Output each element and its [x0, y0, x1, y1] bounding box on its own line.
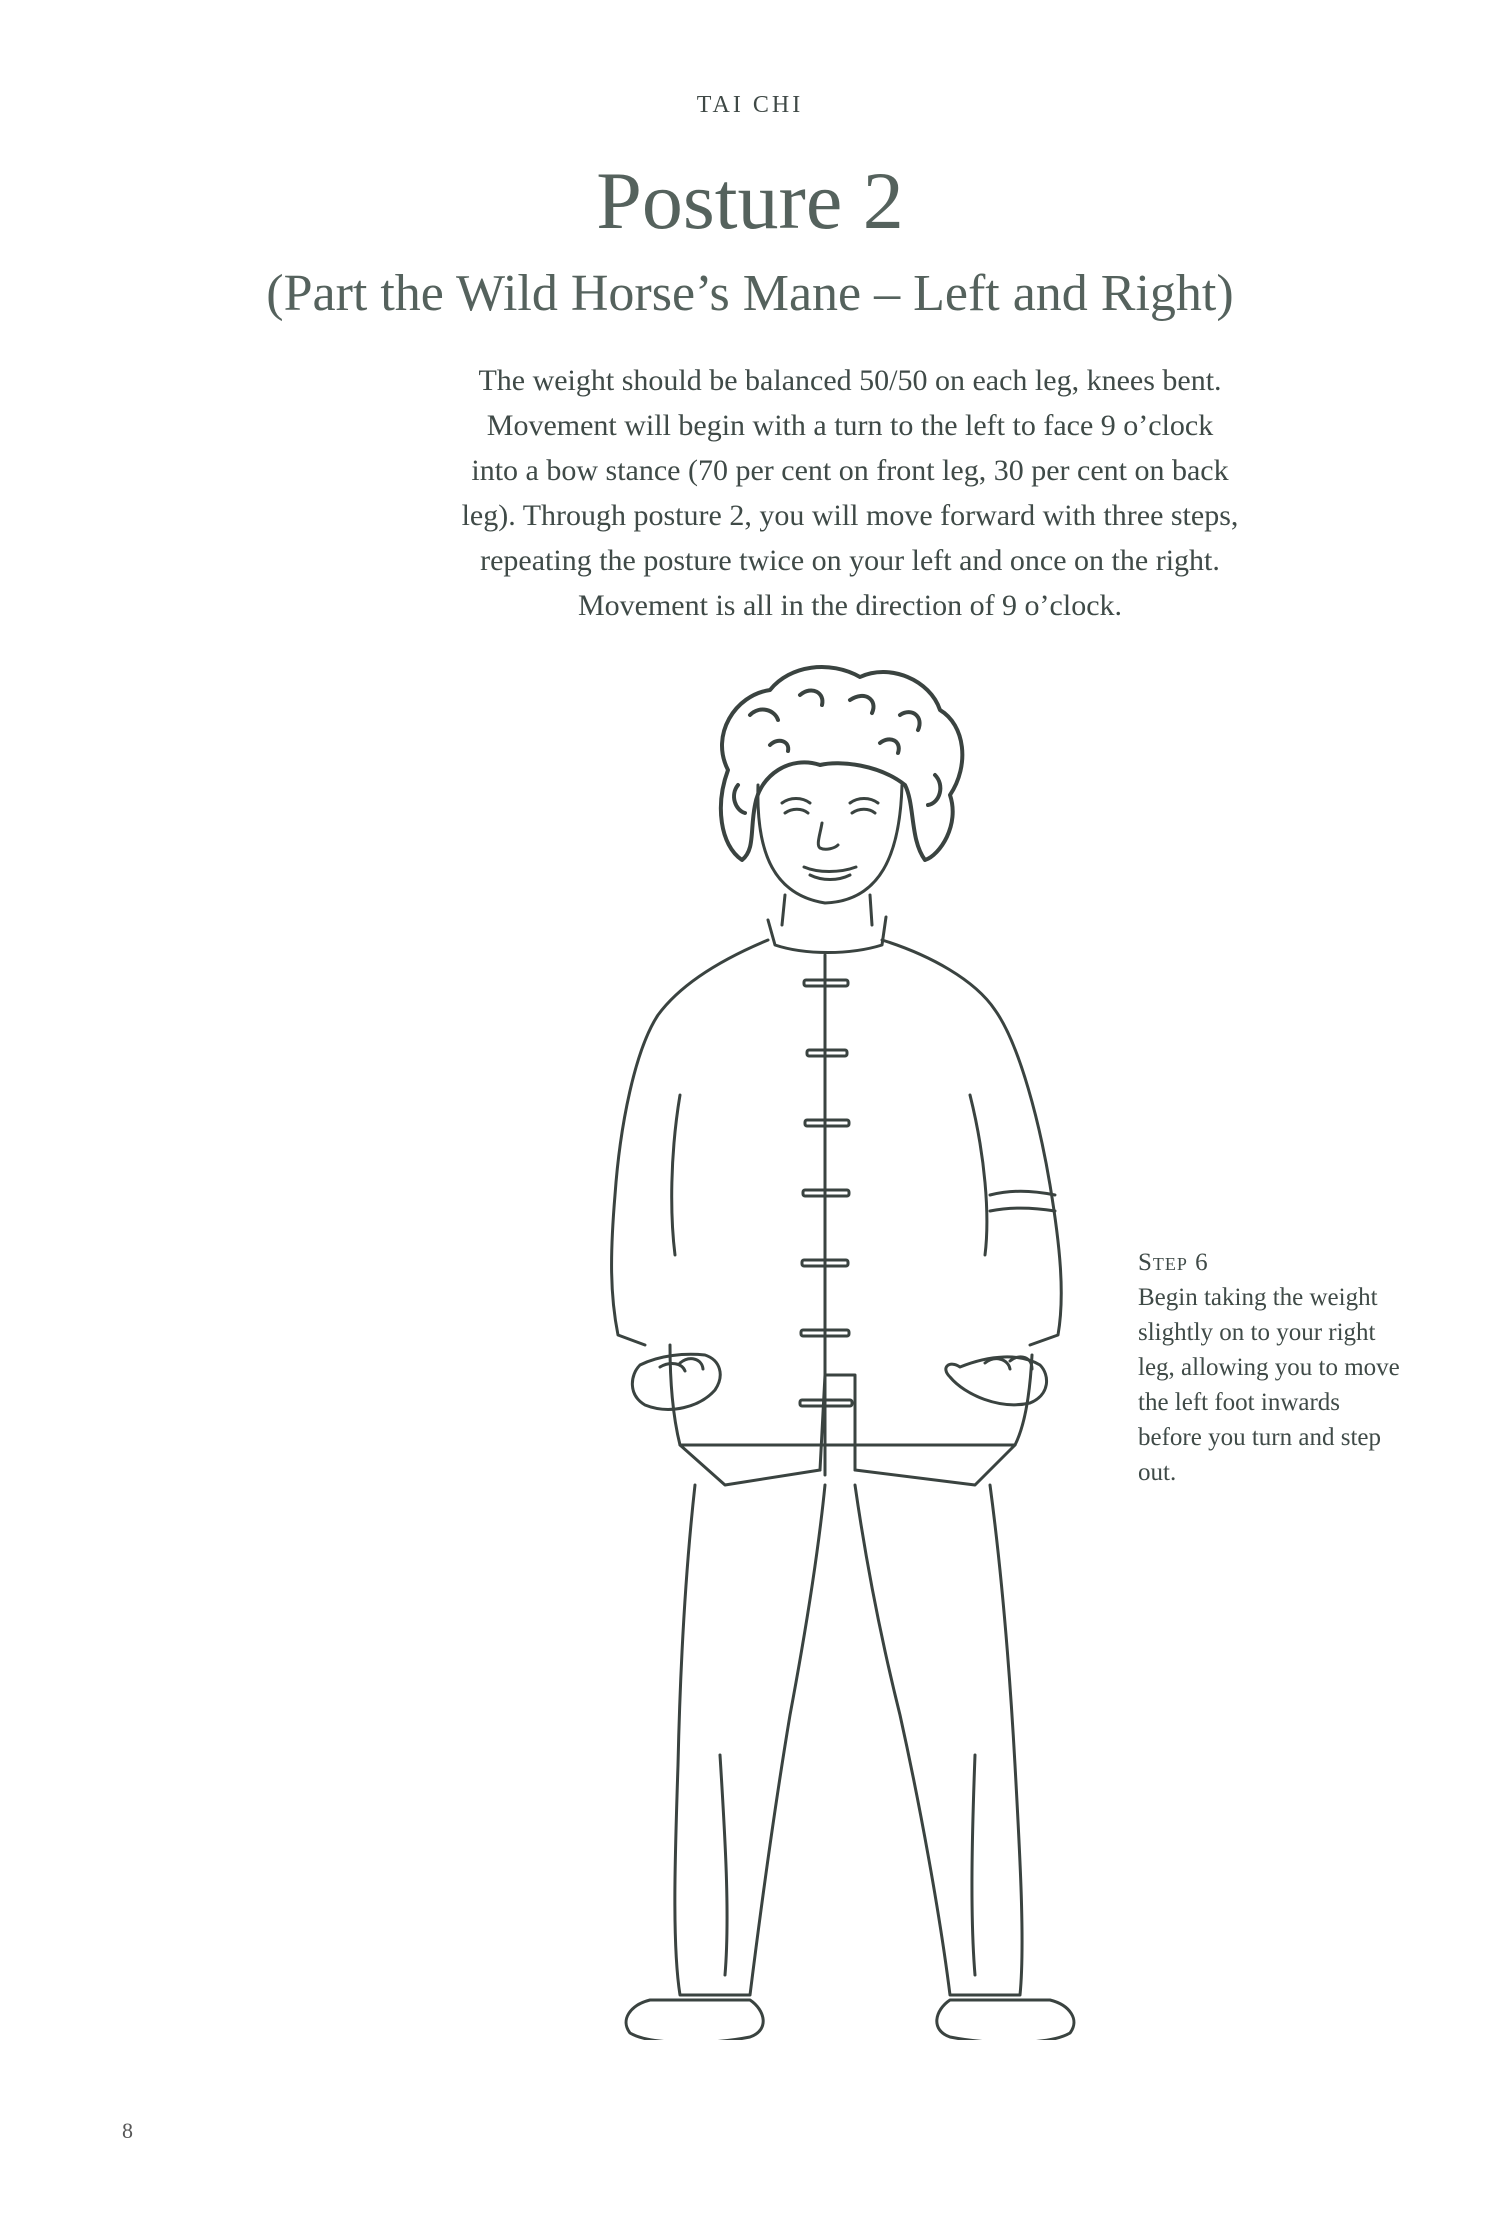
- step-caption: [1138, 1245, 1478, 1490]
- intro-line: The weight should be balanced 50/50 on each leg, knees bent.: [478, 364, 1222, 397]
- intro-line: Movement will begin with a turn to the left to face 9 o’clock: [486, 409, 1214, 442]
- page-subtitle: (Part the Wild Horse’s Mane – Left and Right): [266, 265, 1234, 322]
- tai-chi-figure-illustration: [520, 655, 1160, 2040]
- step-line: Begin taking the weight: [1138, 1284, 1378, 1311]
- step-line: out.: [1138, 1459, 1177, 1486]
- step-line: before you turn and step: [1138, 1424, 1381, 1451]
- face: [758, 785, 902, 903]
- intro-line: repeating the posture twice on your left and once on the right.: [480, 544, 1220, 577]
- step-title: Step 6: [1138, 1249, 1209, 1276]
- intro-line: into a bow stance (70 per cent on front leg, 30 per cent on back: [471, 454, 1229, 487]
- running-head: TAI CHI: [696, 92, 804, 118]
- page-number: 8: [122, 2118, 133, 2143]
- collar: [768, 917, 886, 953]
- trousers: [675, 1485, 825, 1995]
- frog-buttons: [800, 955, 852, 1475]
- step-line: slightly on to your right: [1138, 1319, 1376, 1346]
- intro-line: Movement is all in the direction of 9 o’clock.: [577, 589, 1123, 622]
- step-line: the left foot inwards: [1138, 1389, 1341, 1416]
- intro-paragraph: [360, 358, 1340, 628]
- intro-line: leg). Through posture 2, you will move forward with three steps,: [461, 499, 1239, 532]
- right-shoe: [937, 2000, 1074, 2040]
- left-shoe: [626, 2000, 763, 2040]
- hair: [721, 667, 962, 860]
- page-title: Posture 2: [596, 155, 904, 246]
- step-line: leg, allowing you to move: [1138, 1354, 1400, 1381]
- jacket: [612, 940, 768, 1345]
